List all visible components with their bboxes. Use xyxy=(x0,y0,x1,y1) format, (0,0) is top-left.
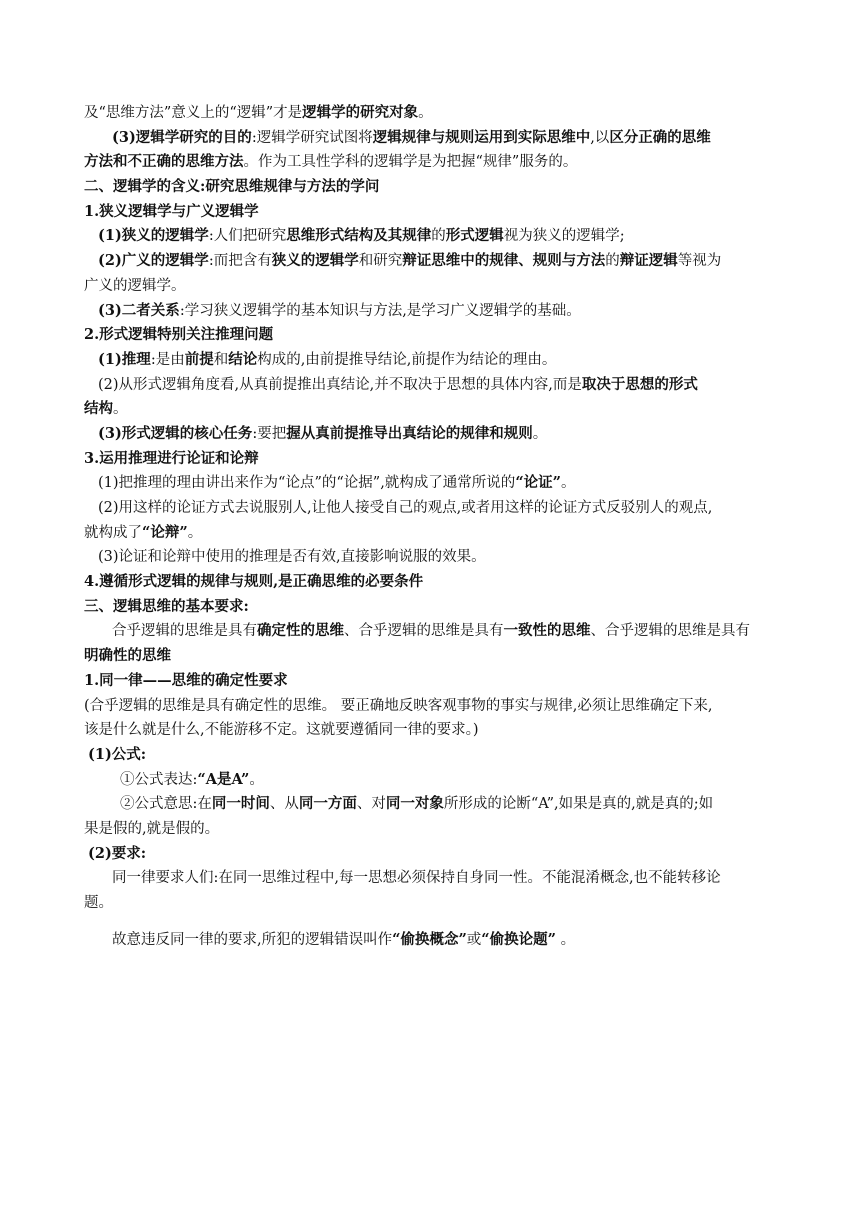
text-run: :学习狭义逻辑学的基本知识与方法,是学习广义逻辑学的基础。 xyxy=(179,302,581,319)
text-run: 所形成的论断“A”,如果是真的,就是真的;如 xyxy=(443,796,714,813)
bold-text: (1)推理 xyxy=(98,350,151,368)
text-run: 和研究 xyxy=(358,253,403,270)
text-line xyxy=(84,619,794,644)
text-run: 视为狭义的逻辑学; xyxy=(503,228,625,245)
text-run: :而把含有 xyxy=(208,253,272,270)
text-run: (2)从形式逻辑角度看,从真前提推出真结论,并不取决于思想的具体内容,而是 xyxy=(98,376,582,393)
text-line xyxy=(84,570,794,595)
bold-text: (3)逻辑学研究的目的 xyxy=(112,128,252,146)
text-run: 及“思维方法”意义上的“逻辑”才是 xyxy=(84,105,303,121)
text-run: :要把 xyxy=(252,425,287,442)
bold-text: 同一时间 xyxy=(211,795,270,813)
document-body xyxy=(84,101,794,952)
text-run: 等视为 xyxy=(677,253,722,270)
text-run: 。 xyxy=(249,771,264,788)
bold-text: “偷换论题” xyxy=(481,930,556,948)
text-line xyxy=(84,323,794,348)
bold-text: 取决于思想的形式 xyxy=(581,375,698,393)
text-line xyxy=(84,928,794,953)
text-line xyxy=(84,521,794,546)
bold-text: 握从真前提推导出真结论的规律和规则 xyxy=(286,424,533,442)
text-run: 、从 xyxy=(269,796,299,813)
bold-text: 1.狭义逻辑学与广义逻辑学 xyxy=(84,202,259,220)
bold-text: “A是A” xyxy=(197,770,250,788)
text-line xyxy=(84,200,794,225)
bold-text: (1)公式: xyxy=(88,745,147,763)
text-line xyxy=(84,669,794,694)
bold-text: 形式逻辑 xyxy=(445,227,504,245)
text-run: (2)用这样的论证方式去说服别人,让他人接受自己的观点,或者用这样的论证方式反驳别人的观点, xyxy=(98,500,713,516)
text-run: 题。 xyxy=(84,895,113,911)
text-line xyxy=(84,150,794,175)
text-line xyxy=(84,545,794,570)
bold-text: 逻辑学的研究对象 xyxy=(302,104,419,121)
text-line xyxy=(84,743,794,768)
text-run: 。 xyxy=(418,105,433,121)
bold-text: 区分正确的思维 xyxy=(609,128,711,146)
text-run: 和 xyxy=(213,351,229,368)
text-run: 。作为工具性学科的逻辑学是为把握“规律”服务的。 xyxy=(243,154,578,171)
text-run: 广义的逻辑学。 xyxy=(84,277,186,294)
bold-text: 前提 xyxy=(184,350,214,368)
text-line xyxy=(84,175,794,200)
bold-text: 辩证逻辑 xyxy=(619,252,678,270)
paragraph-gap xyxy=(84,916,794,928)
bold-text: 1.同一律——思维的确定性要求 xyxy=(84,671,288,689)
text-run: 果是假的,就是假的。 xyxy=(84,820,220,837)
text-line xyxy=(84,891,794,916)
text-line xyxy=(84,817,794,842)
text-line xyxy=(84,348,794,373)
text-run: 合乎逻辑的思维是具有 xyxy=(112,623,257,640)
text-line xyxy=(84,496,794,521)
text-run: 故意违反同一律的要求,所犯的逻辑错误叫作 xyxy=(112,931,393,948)
bold-text: (3)二者关系 xyxy=(98,301,180,319)
bold-text: 同一对象 xyxy=(385,795,444,813)
text-line xyxy=(84,397,794,422)
text-line xyxy=(84,447,794,472)
bold-text: 确定性的思维 xyxy=(257,622,344,640)
text-run: :人们把研究 xyxy=(208,228,287,245)
bold-text: 3.运用推理进行论证和论辩 xyxy=(84,449,259,467)
bold-text: 同一方面 xyxy=(298,795,357,813)
text-run: 就构成了 xyxy=(84,524,142,541)
text-line xyxy=(84,299,794,324)
bold-text: 结构 xyxy=(84,400,113,418)
bold-text: 二、逻辑学的含义:研究思维规律与方法的学问 xyxy=(84,178,380,196)
text-line xyxy=(84,101,794,126)
text-run: 。 xyxy=(187,524,203,541)
bold-text: 逻辑规律与规则运用到实际思维中 xyxy=(372,128,591,146)
text-run: (合乎逻辑的思维是具有确定性的思维。 要正确地反映客观事物的事实与规律,必须让思维确定下来, xyxy=(84,697,713,714)
text-line xyxy=(84,249,794,274)
text-run: ①公式表达: xyxy=(120,771,198,788)
text-line xyxy=(84,866,794,891)
text-run: :逻辑学研究试图将 xyxy=(251,129,373,146)
text-line xyxy=(84,422,794,447)
text-run: ②公式意思:在 xyxy=(120,796,212,813)
text-run: 、合乎逻辑的思维是具有 xyxy=(344,623,504,640)
text-run: :是由 xyxy=(150,351,185,368)
text-line xyxy=(84,768,794,793)
text-run: 该是什么就是什么,不能游移不定。这就要遵循同一律的要求。) xyxy=(84,722,479,739)
bold-text: 2.形式逻辑特别关注推理问题 xyxy=(84,326,274,344)
text-run: (3)论证和论辩中使用的推理是否有效,直接影响说服的效果。 xyxy=(98,549,486,566)
bold-text: “偷换概念” xyxy=(392,930,467,948)
text-line xyxy=(84,694,794,719)
text-run: 同一律要求人们:在同一思维过程中,每一思想必须保持自身同一性。不能混淆概念,也不能转移论 xyxy=(112,870,721,887)
bold-text: 方法和不正确的思维方法 xyxy=(84,153,244,171)
text-run: 的 xyxy=(605,253,620,270)
bold-text: 4.遵循形式逻辑的规律与规则,是正确思维的必要条件 xyxy=(84,573,424,591)
bold-text: (1)狭义的逻辑学 xyxy=(98,227,209,245)
text-run: 的 xyxy=(431,228,446,245)
bold-text: (2)要求: xyxy=(88,844,147,862)
bold-text: (2)广义的逻辑学 xyxy=(98,252,209,270)
text-run: 、合乎逻辑的思维是具有 xyxy=(590,623,750,640)
bold-text: 结论 xyxy=(228,350,258,368)
text-line xyxy=(84,842,794,867)
text-run: 。 xyxy=(555,931,576,948)
text-run: 、对 xyxy=(356,796,386,813)
text-line xyxy=(84,471,794,496)
bold-text: 辩证思维中的规律、规则与方法 xyxy=(402,252,606,270)
text-run: 或 xyxy=(466,931,482,948)
bold-text: 三、逻辑思维的基本要求: xyxy=(84,597,249,615)
text-line xyxy=(84,224,794,249)
text-line xyxy=(84,718,794,743)
text-line xyxy=(84,644,794,669)
text-line xyxy=(84,595,794,620)
text-run: ,以 xyxy=(590,129,610,146)
bold-text: “论辩” xyxy=(142,523,188,541)
text-line xyxy=(84,274,794,299)
text-run: 。 xyxy=(532,425,548,442)
bold-text: 狭义的逻辑学 xyxy=(271,252,359,270)
bold-text: “论证” xyxy=(515,474,561,492)
bold-text: (3)形式逻辑的核心任务 xyxy=(98,424,253,442)
text-line xyxy=(84,373,794,398)
text-run: 。 xyxy=(113,401,128,418)
bold-text: 思维形式结构及其规律 xyxy=(286,227,432,245)
text-line xyxy=(84,792,794,817)
text-run: 构成的,由前提推导结论,前提作为结论的理由。 xyxy=(257,351,557,368)
text-run: 。 xyxy=(561,475,576,492)
bold-text: 明确性的思维 xyxy=(84,647,171,665)
bold-text: 一致性的思维 xyxy=(503,622,591,640)
text-run: (1)把推理的理由讲出来作为“论点”的“论据”,就构成了通常所说的 xyxy=(98,475,516,492)
text-line xyxy=(84,126,794,151)
